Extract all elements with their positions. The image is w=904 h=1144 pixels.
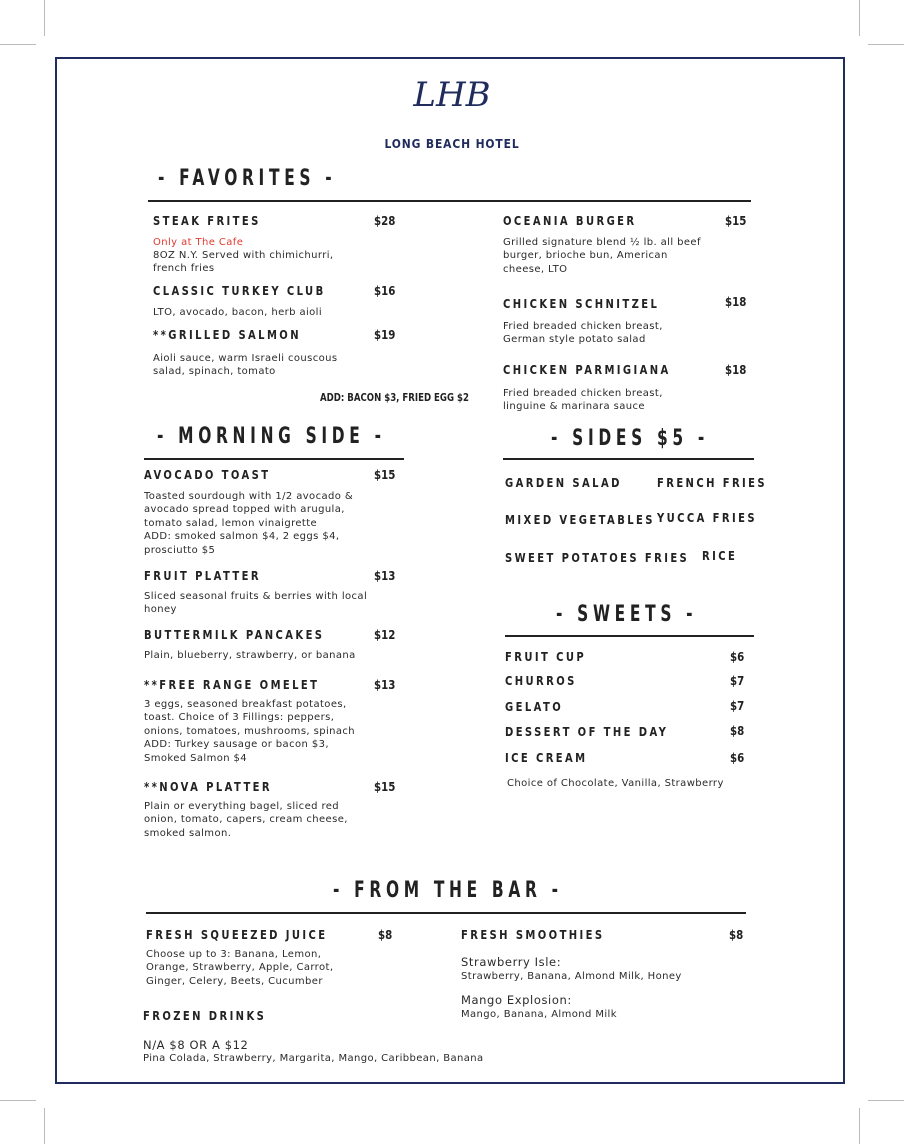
monogram-text: LHB	[413, 75, 491, 115]
fruit-platter-desc: Sliced seasonal fruits & berries with local honey	[144, 591, 368, 616]
crop-mark	[0, 1100, 36, 1101]
juice-name: FRESH SQUEEZED JUICE	[146, 927, 328, 942]
juice-desc: Choose up to 3: Banana, Lemon, Orange, Strawberry, Apple, Carrot, Ginger, Celery, Beets, Cucumber	[146, 949, 334, 987]
schnitzel-desc: Fried breaded chicken breast, German style potato salad	[503, 321, 663, 346]
turkey-club-desc: LTO, avocado, bacon, herb aioli	[153, 307, 323, 318]
sweet-item-name: DESSERT OF THE DAY	[505, 724, 669, 739]
turkey-club-price: $16	[374, 283, 396, 298]
sweet-item-name: CHURROS	[505, 673, 577, 688]
sweets-rule	[505, 635, 754, 637]
side-garden-salad: GARDEN SALAD	[505, 475, 622, 490]
salmon-desc: Aioli sauce, warm Israeli couscous salad, spinach, tomato	[153, 353, 338, 378]
favorites-rule	[148, 200, 751, 202]
hotel-name: LONG BEACH HOTEL	[384, 136, 520, 151]
omelet-desc: 3 eggs, seasoned breakfast potatoes, toast. Choice of 3 Fillings: peppers, onions, tomatoes, mushrooms, spinach ADD: Turkey sausage or bacon $3, Smoked Salmon $4	[144, 699, 356, 764]
sweet-item-name: ICE CREAM	[505, 750, 588, 765]
sweet-item-price: $6	[730, 750, 745, 765]
salmon-name: **GRILLED SALMON	[153, 327, 301, 342]
sweet-item-price: $6	[730, 649, 745, 664]
pancakes-desc: Plain, blueberry, strawberry, or banana	[144, 650, 356, 661]
steak-frites-desc: 8OZ N.Y. Served with chimichurri, french fries	[153, 250, 334, 275]
pancakes-name: BUTTERMILK PANCAKES	[144, 627, 325, 642]
sweet-item-price: $7	[730, 698, 745, 713]
favorites-title: - FAVORITES -	[158, 166, 337, 191]
fruit-platter-name: FRUIT PLATTER	[144, 568, 261, 583]
favorites-add-on: ADD: BACON $3, FRIED EGG $2	[320, 391, 469, 404]
sweets-note: Choice of Chocolate, Vanilla, Strawberry	[507, 778, 724, 789]
burger-name: OCEANIA BURGER	[503, 213, 637, 228]
crop-mark	[868, 1100, 904, 1101]
crop-mark	[868, 44, 904, 45]
side-french-fries: FRENCH FRIES	[657, 475, 768, 490]
sweets-title: - SWEETS -	[556, 602, 698, 627]
schnitzel-name: CHICKEN SCHNITZEL	[503, 296, 660, 311]
sides-rule	[503, 458, 754, 460]
smoothie-2-name: Mango Explosion:	[461, 993, 572, 1007]
frozen-drinks-name: FROZEN DRINKS	[143, 1008, 267, 1023]
smoothie-1-name: Strawberry Isle:	[461, 955, 562, 969]
avocado-toast-name: AVOCADO TOAST	[144, 467, 271, 482]
sweet-item-name: GELATO	[505, 699, 564, 714]
smoothie-2-desc: Mango, Banana, Almond Milk	[461, 1009, 617, 1020]
side-mixed-vegetables: MIXED VEGETABLES	[505, 512, 655, 527]
fruit-platter-price: $13	[374, 568, 396, 583]
turkey-club-name: CLASSIC TURKEY CLUB	[153, 283, 326, 298]
sweet-item-name: FRUIT CUP	[505, 649, 587, 664]
schnitzel-price: $18	[725, 294, 747, 309]
smoothies-name: FRESH SMOOTHIES	[461, 927, 605, 942]
sides-title: - SIDES $5 -	[551, 426, 709, 451]
steak-frites-note: Only at The Cafe	[153, 237, 244, 248]
nova-platter-price: $15	[374, 779, 396, 794]
smoothie-1-desc: Strawberry, Banana, Almond Milk, Honey	[461, 971, 682, 982]
steak-frites-price: $28	[374, 213, 396, 228]
side-rice: RICE	[702, 548, 738, 563]
bar-title: - FROM THE BAR -	[333, 878, 563, 903]
avocado-toast-desc: Toasted sourdough with 1/2 avocado & avocado spread topped with arugula, tomato salad, lemon vinaigrette ADD: smoked salmon $4, 2 eggs $4, prosciutto $5	[144, 491, 354, 556]
side-sweet-potato-fries: SWEET POTATOES FRIES	[505, 550, 690, 565]
monogram-logo	[413, 70, 491, 116]
crop-mark	[859, 0, 860, 36]
morning-side-title: - MORNING SIDE -	[157, 424, 386, 449]
omelet-name: **FREE RANGE OMELET	[144, 677, 320, 692]
salmon-price: $19	[374, 327, 396, 342]
burger-desc: Grilled signature blend ½ lb. all beef burger, brioche bun, American cheese, LTO	[503, 237, 701, 275]
frozen-drinks-price: N/A $8 OR A $12	[143, 1038, 249, 1052]
parmigiana-name: CHICKEN PARMIGIANA	[503, 362, 671, 377]
crop-mark	[859, 1108, 860, 1144]
parmigiana-desc: Fried breaded chicken breast, linguine & marinara sauce	[503, 388, 663, 413]
pancakes-price: $12	[374, 627, 396, 642]
bar-rule	[146, 912, 746, 914]
avocado-toast-price: $15	[374, 467, 396, 482]
sweet-item-price: $8	[730, 723, 745, 738]
frozen-drinks-desc: Pina Colada, Strawberry, Margarita, Mango, Caribbean, Banana	[143, 1053, 484, 1064]
nova-platter-desc: Plain or everything bagel, sliced red onion, tomato, capers, cream cheese, smoked salmon.	[144, 801, 348, 839]
smoothies-price: $8	[729, 927, 744, 942]
juice-price: $8	[378, 927, 393, 942]
sweet-item-price: $7	[730, 673, 745, 688]
burger-price: $15	[725, 213, 747, 228]
steak-frites-name: STEAK FRITES	[153, 213, 261, 228]
crop-mark	[0, 44, 36, 45]
crop-mark	[44, 0, 45, 36]
nova-platter-name: **NOVA PLATTER	[144, 779, 273, 794]
parmigiana-price: $18	[725, 362, 747, 377]
side-yucca-fries: YUCCA FRIES	[657, 510, 757, 525]
omelet-price: $13	[374, 677, 396, 692]
morning-side-rule	[144, 458, 404, 460]
crop-mark	[44, 1108, 45, 1144]
